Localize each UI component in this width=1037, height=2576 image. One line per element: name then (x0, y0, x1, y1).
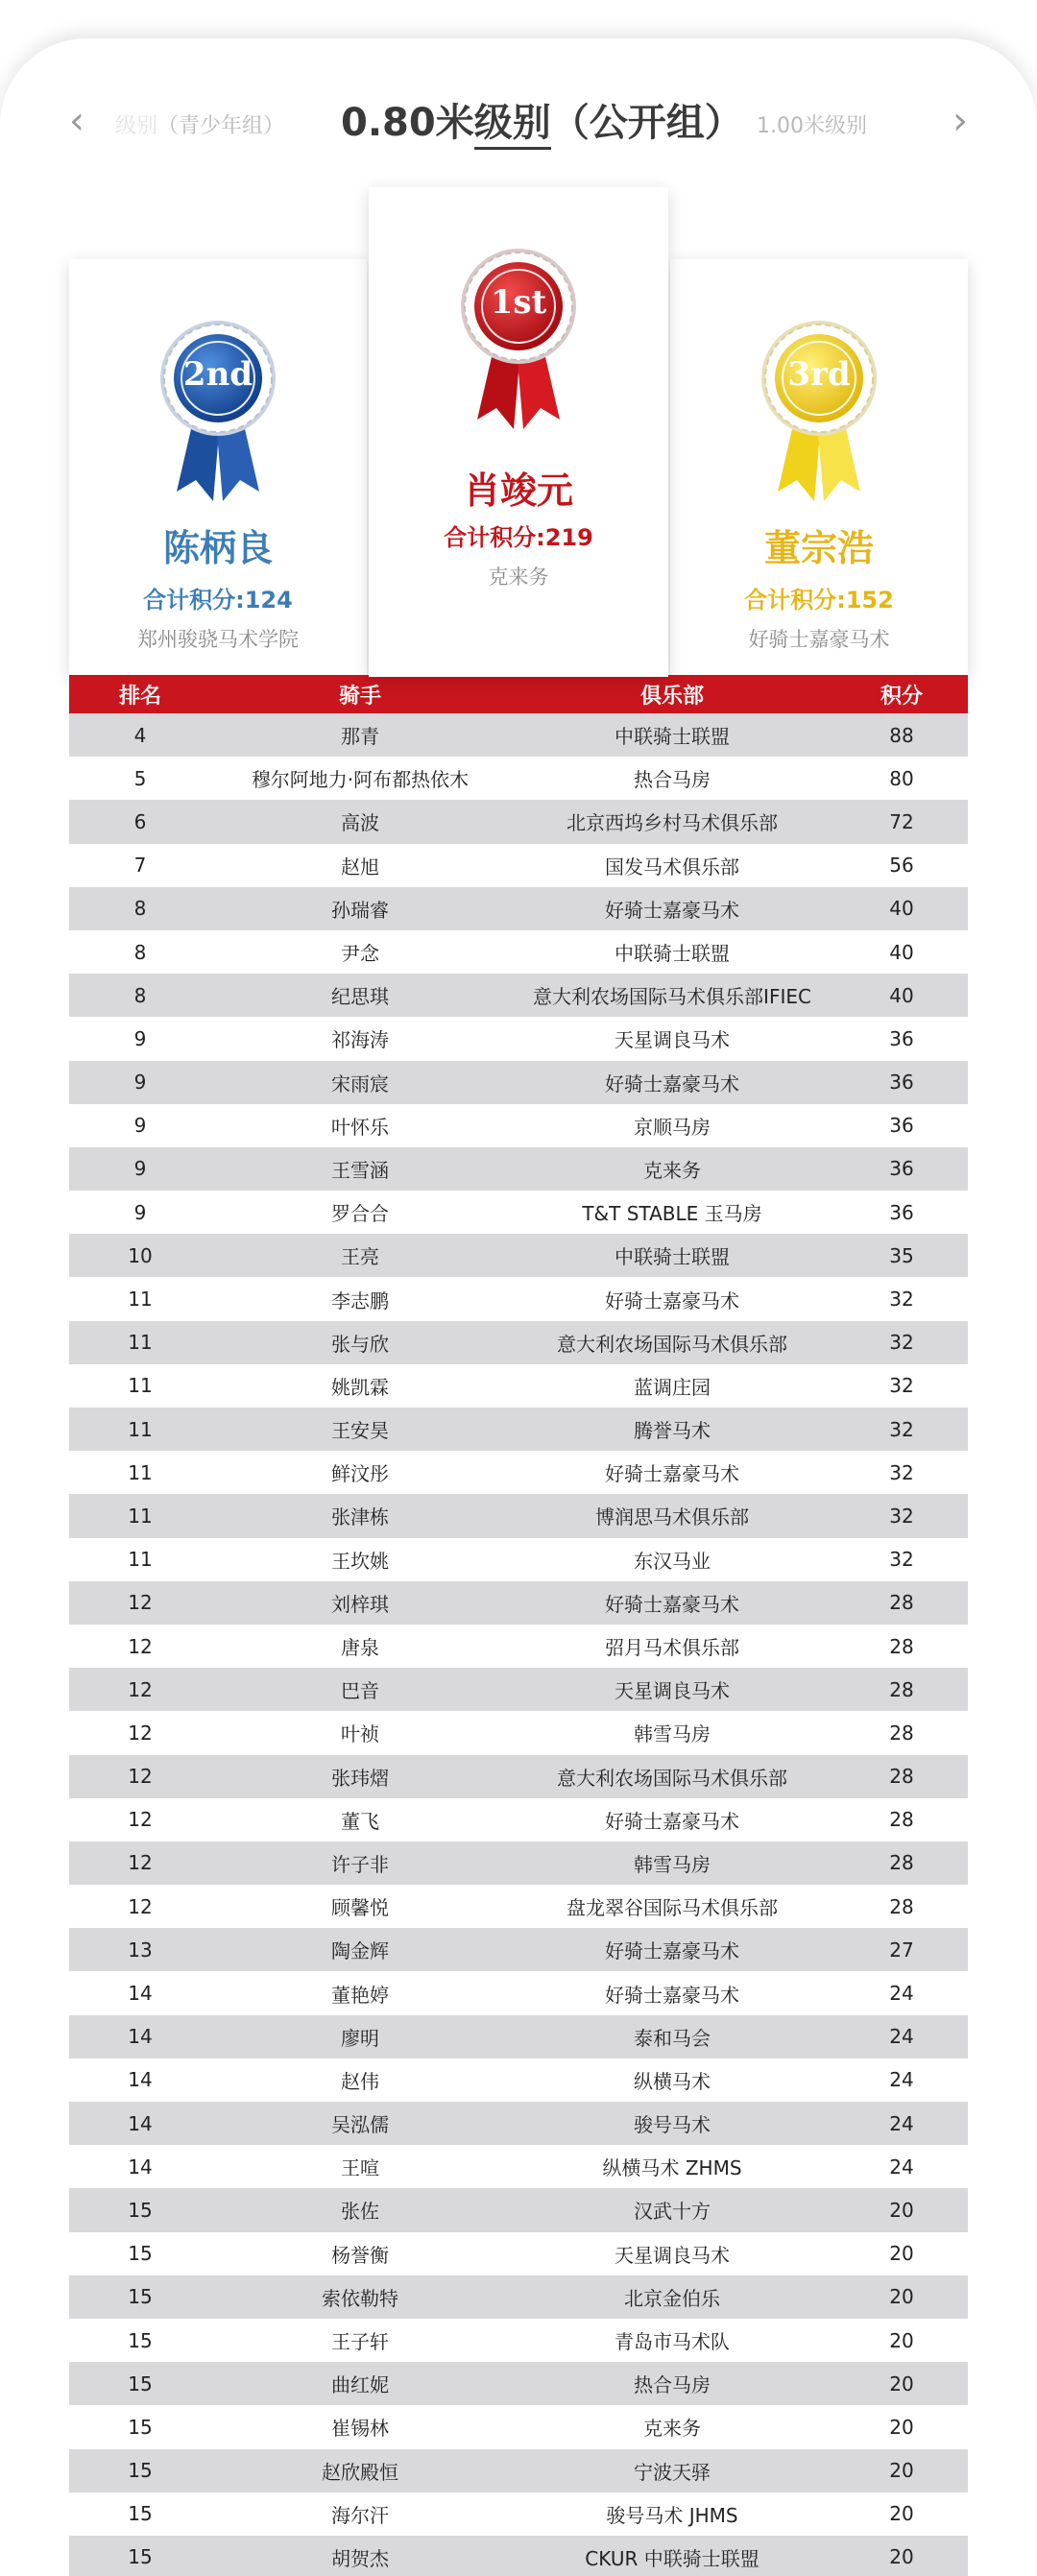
score-cell: 27 (889, 1938, 914, 1962)
table-row (69, 713, 968, 757)
club-cell: 好骑士嘉豪马术 (605, 1592, 739, 1616)
club-cell: 热合马房 (634, 768, 711, 792)
rider-cell: 祁海涛 (331, 1028, 389, 1052)
table-row (69, 2232, 968, 2275)
score-cell: 20 (889, 2459, 914, 2483)
third-place-badge: 3rd (787, 355, 851, 394)
club-cell: 宁波天驿 (634, 2460, 711, 2484)
table-row (69, 1798, 968, 1842)
table-row (69, 2405, 968, 2448)
rider-cell: 巴音 (341, 1679, 379, 1703)
table-row (69, 2492, 968, 2536)
club-cell: 东汉马业 (634, 1549, 711, 1573)
rider-cell: 姚凯霖 (331, 1375, 389, 1399)
club-cell: 中联骑士联盟 (615, 1245, 730, 1269)
table-row (69, 800, 968, 843)
chevron-right-icon[interactable]: › (953, 99, 968, 143)
table-row (69, 1842, 968, 1885)
rank-cell: 8 (133, 983, 147, 1007)
table-row (69, 2015, 968, 2058)
rank-cell: 15 (128, 2415, 153, 2439)
header-club: 俱乐部 (639, 684, 704, 709)
rider-cell: 胡贺杰 (331, 2546, 389, 2570)
score-cell: 36 (889, 1200, 914, 1224)
table-row (69, 1191, 968, 1234)
club-cell: 泰和马会 (634, 2026, 711, 2050)
score-cell: 40 (889, 940, 914, 964)
rider-cell: 高波 (341, 811, 379, 835)
rider-cell: 廖明 (341, 2026, 379, 2050)
score-cell: 36 (889, 1026, 914, 1050)
rider-cell: 叶怀乐 (331, 1115, 389, 1139)
third-place-name: 董宗浩 (763, 527, 874, 569)
rank-cell: 8 (133, 897, 147, 921)
rank-cell: 14 (128, 2025, 153, 2049)
header-score: 积分 (880, 684, 923, 709)
rider-cell: 曲红妮 (331, 2373, 389, 2397)
table-row (69, 1321, 968, 1364)
club-cell: 纵横马术 (634, 2069, 711, 2093)
title-suffix: （公开组） (550, 101, 743, 145)
rider-cell: 王坎姚 (331, 1549, 389, 1573)
club-cell: 克来务 (643, 2417, 701, 2441)
header-rank: 排名 (118, 684, 161, 709)
table-row (69, 2058, 968, 2102)
club-cell: T&T STABLE 玉马房 (582, 1202, 762, 1226)
club-cell: CKUR 中联骑士联盟 (585, 2546, 760, 2570)
table-row (69, 1147, 968, 1191)
score-cell: 40 (889, 897, 914, 921)
prev-category-faded-text: 级别 (115, 114, 158, 138)
first-place-name: 肖竣元 (463, 469, 573, 512)
table-row (69, 2449, 968, 2492)
table-row (69, 1277, 968, 1320)
rider-cell: 陶金辉 (331, 1939, 389, 1963)
table-row (69, 887, 968, 930)
ranking-table (69, 675, 968, 2576)
rank-cell: 12 (128, 1894, 153, 1918)
score-cell: 72 (889, 809, 914, 833)
club-cell: 腾誉马术 (634, 1419, 711, 1443)
table-row (69, 844, 968, 887)
table-body (69, 713, 968, 2576)
podium-third-card (670, 259, 968, 677)
score-cell: 24 (889, 2155, 914, 2179)
club-cell: 好骑士嘉豪马术 (605, 1462, 739, 1486)
rider-cell: 王喧 (341, 2156, 379, 2180)
rider-cell: 王雪涵 (331, 1158, 389, 1182)
club-cell: 汉武十方 (634, 2200, 711, 2224)
score-cell: 28 (889, 1634, 914, 1658)
table-row (69, 1668, 968, 1711)
podium-second-card (69, 259, 367, 677)
club-cell: 天星调良马术 (615, 2243, 730, 2267)
rank-cell: 11 (128, 1460, 153, 1484)
first-place-badge: 1st (490, 283, 547, 322)
club-cell: 意大利农场国际马术俱乐部 (557, 1766, 787, 1790)
club-cell: 天星调良马术 (615, 1679, 730, 1703)
rider-cell: 赵旭 (341, 855, 379, 879)
club-cell: 京顺马房 (634, 1115, 711, 1139)
rider-cell: 鲜汶彤 (331, 1462, 389, 1486)
chevron-left-icon[interactable]: ‹ (69, 99, 84, 143)
rank-cell: 14 (128, 1982, 153, 2006)
rider-cell: 索依勒特 (322, 2286, 398, 2310)
score-cell: 20 (889, 2198, 914, 2222)
table-row (69, 1234, 968, 1277)
rank-cell: 8 (133, 940, 147, 964)
rank-cell: 9 (133, 1200, 147, 1224)
third-place-ribbon-icon (757, 319, 881, 511)
second-place-score: 合计积分:124 (143, 587, 293, 614)
table-row (69, 1408, 968, 1451)
score-cell: 24 (889, 2111, 914, 2135)
rank-cell: 15 (128, 2328, 153, 2352)
rank-cell: 4 (133, 723, 147, 747)
club-cell: 好骑士嘉豪马术 (605, 1809, 739, 1833)
score-cell: 36 (889, 1071, 914, 1095)
score-cell: 20 (889, 2502, 914, 2526)
rider-cell: 许子非 (331, 1852, 389, 1876)
score-cell: 28 (889, 1765, 914, 1789)
prev-category-tab[interactable] (115, 109, 284, 139)
score-cell: 24 (889, 2025, 914, 2049)
prev-category-label: （青少年组） (157, 114, 285, 138)
podium (0, 187, 1037, 677)
rider-cell: 叶祯 (341, 1722, 379, 1746)
club-cell: 国发马术俱乐部 (605, 855, 739, 879)
score-cell: 88 (889, 723, 914, 747)
first-place-ribbon-icon (456, 247, 581, 439)
second-place-ribbon-icon (156, 319, 280, 511)
rider-cell: 张玮熠 (331, 1766, 389, 1790)
header-rider: 骑手 (338, 684, 381, 709)
rider-cell: 顾馨悦 (331, 1896, 389, 1920)
current-category-title (341, 92, 743, 147)
score-cell: 20 (889, 2371, 914, 2395)
rank-cell: 11 (128, 1504, 153, 1528)
table-row (69, 1451, 968, 1494)
rider-cell: 罗合合 (331, 1202, 389, 1226)
rank-cell: 5 (133, 766, 147, 790)
table-row (69, 1711, 968, 1754)
rank-cell: 12 (128, 1851, 153, 1875)
score-cell: 56 (889, 854, 914, 878)
table-row (69, 1061, 968, 1104)
rank-cell: 15 (128, 2198, 153, 2222)
rider-cell: 赵欣殿恒 (322, 2460, 398, 2484)
rider-cell: 张与欣 (331, 1332, 389, 1356)
table-row (69, 2536, 968, 2576)
score-cell: 20 (889, 2415, 914, 2439)
rank-cell: 11 (128, 1288, 153, 1312)
rank-cell: 12 (128, 1591, 153, 1615)
rank-cell: 15 (128, 2459, 153, 2483)
score-cell: 80 (889, 766, 914, 790)
rank-cell: 12 (128, 1808, 153, 1832)
title-main: 0.80米 (341, 101, 474, 145)
table-row (69, 2188, 968, 2231)
club-cell: 弨月马术俱乐部 (605, 1636, 739, 1660)
table-row (69, 1364, 968, 1408)
table-row (69, 2275, 968, 2319)
rider-cell: 赵伟 (341, 2069, 379, 2093)
club-cell: 骏号马术 JHMS (606, 2503, 738, 2527)
rider-cell: 刘梓琪 (331, 1592, 389, 1616)
table-row (69, 2102, 968, 2145)
score-cell: 20 (889, 2328, 914, 2352)
score-cell: 36 (889, 1157, 914, 1181)
score-cell: 35 (889, 1243, 914, 1267)
score-cell: 32 (889, 1288, 914, 1312)
club-cell: 好骑士嘉豪马术 (605, 1288, 739, 1312)
club-cell: 好骑士嘉豪马术 (605, 1939, 739, 1963)
score-cell: 28 (889, 1808, 914, 1832)
rider-cell: 李志鹏 (331, 1288, 389, 1312)
score-cell: 20 (889, 2545, 914, 2569)
score-cell: 32 (889, 1548, 914, 1572)
rider-cell: 董飞 (341, 1809, 379, 1833)
title-underlined: 级别 (474, 101, 551, 150)
rank-cell: 9 (133, 1026, 147, 1050)
rider-cell: 王亮 (341, 1245, 379, 1269)
second-place-club: 郑州骏骁马术学院 (137, 628, 299, 651)
table-row (69, 1104, 968, 1147)
club-cell: 意大利农场国际马术俱乐部IFIEC (533, 985, 811, 1009)
table-header (69, 675, 968, 713)
club-cell: 热合马房 (634, 2373, 711, 2397)
podium-first-card (369, 187, 668, 677)
rider-cell: 唐泉 (341, 1636, 379, 1660)
score-cell: 28 (889, 1591, 914, 1615)
rider-cell: 海尔汗 (331, 2503, 389, 2527)
club-cell: 克来务 (643, 1158, 701, 1182)
rank-cell: 15 (128, 2545, 153, 2569)
table-row (69, 974, 968, 1017)
table-row (69, 1538, 968, 1581)
rider-cell: 王安昊 (331, 1419, 389, 1443)
rider-cell: 尹念 (341, 942, 379, 966)
table-row (69, 1885, 968, 1928)
rider-cell: 杨誉衡 (331, 2243, 389, 2267)
rank-cell: 11 (128, 1417, 153, 1441)
rider-cell: 王子轩 (331, 2330, 389, 2354)
rank-cell: 9 (133, 1071, 147, 1095)
score-cell: 28 (889, 1721, 914, 1745)
table-row (69, 1971, 968, 2014)
rank-cell: 12 (128, 1634, 153, 1658)
rider-cell: 张津栋 (331, 1505, 389, 1529)
second-place-badge: 2nd (182, 355, 253, 394)
rider-cell: 张佐 (341, 2200, 379, 2224)
club-cell: 韩雪马房 (634, 1722, 711, 1746)
table-row (69, 1581, 968, 1625)
club-cell: 中联骑士联盟 (615, 725, 730, 749)
table-row (69, 757, 968, 800)
club-cell: 北京金伯乐 (624, 2286, 720, 2310)
score-cell: 28 (889, 1894, 914, 1918)
table-row (69, 1928, 968, 1971)
table-row (69, 2362, 968, 2405)
rank-cell: 12 (128, 1677, 153, 1701)
third-place-score: 合计积分:152 (744, 587, 894, 614)
club-cell: 蓝调庄园 (634, 1375, 711, 1399)
rider-cell: 孙瑞睿 (331, 898, 389, 922)
club-cell: 好骑士嘉豪马术 (605, 898, 739, 922)
rider-cell: 崔锡林 (331, 2417, 389, 2441)
score-cell: 24 (889, 2068, 914, 2092)
score-cell: 20 (889, 2242, 914, 2266)
score-cell: 28 (889, 1677, 914, 1701)
score-cell: 32 (889, 1417, 914, 1441)
rank-cell: 11 (128, 1374, 153, 1398)
score-cell: 28 (889, 1851, 914, 1875)
rank-cell: 12 (128, 1765, 153, 1789)
rank-cell: 11 (128, 1548, 153, 1572)
score-cell: 32 (889, 1460, 914, 1484)
club-cell: 好骑士嘉豪马术 (605, 1071, 739, 1095)
score-cell: 24 (889, 1982, 914, 2006)
rank-cell: 6 (133, 809, 147, 833)
table-row (69, 1755, 968, 1798)
score-cell: 36 (889, 1114, 914, 1138)
rank-cell: 15 (128, 2242, 153, 2266)
rank-cell: 14 (128, 2155, 153, 2179)
rank-cell: 9 (133, 1114, 147, 1138)
club-cell: 意大利农场国际马术俱乐部 (557, 1332, 787, 1356)
rank-cell: 11 (128, 1331, 153, 1355)
rider-cell: 纪思琪 (331, 985, 389, 1009)
club-cell: 韩雪马房 (634, 1852, 711, 1876)
score-cell: 20 (889, 2285, 914, 2309)
table-row (69, 1494, 968, 1537)
rank-cell: 14 (128, 2111, 153, 2135)
rank-cell: 10 (128, 1243, 153, 1267)
score-cell: 40 (889, 983, 914, 1007)
first-place-club: 克来务 (488, 566, 549, 589)
club-cell: 青岛市马术队 (615, 2330, 730, 2354)
rider-cell: 吴泓儒 (331, 2113, 389, 2137)
rank-cell: 15 (128, 2371, 153, 2395)
rank-cell: 12 (128, 1721, 153, 1745)
table-row (69, 930, 968, 974)
club-cell: 好骑士嘉豪马术 (605, 1983, 739, 2007)
rider-cell: 董艳婷 (331, 1983, 389, 2007)
club-cell: 博润思马术俱乐部 (595, 1505, 749, 1529)
second-place-name: 陈柄良 (162, 527, 273, 569)
score-cell: 32 (889, 1331, 914, 1355)
club-cell: 中联骑士联盟 (615, 942, 730, 966)
third-place-club: 好骑士嘉豪马术 (748, 628, 890, 651)
table-row (69, 1017, 968, 1060)
table-row (69, 2145, 968, 2188)
rank-cell: 7 (133, 854, 147, 878)
club-cell: 盘龙翠谷国际马术俱乐部 (567, 1896, 778, 1920)
next-category-tab[interactable]: 1.00米级别 (757, 114, 867, 138)
rank-cell: 13 (128, 1938, 153, 1962)
rider-cell: 那青 (341, 725, 379, 749)
category-header (0, 86, 1037, 154)
table-row (69, 1625, 968, 1668)
club-cell: 北京西坞乡村马术俱乐部 (567, 811, 778, 835)
club-cell: 纵横马术 ZHMS (602, 2156, 742, 2180)
rank-cell: 15 (128, 2285, 153, 2309)
club-cell: 天星调良马术 (615, 1028, 730, 1052)
rider-cell: 宋雨宸 (331, 1071, 389, 1095)
rank-cell: 14 (128, 2068, 153, 2092)
first-place-score: 合计积分:219 (444, 524, 593, 551)
rider-cell: 穆尔阿地力·阿布都热依木 (251, 768, 470, 792)
table-row (69, 2319, 968, 2362)
club-cell: 骏号马术 (634, 2113, 711, 2137)
rank-cell: 15 (128, 2502, 153, 2526)
rank-cell: 9 (133, 1157, 147, 1181)
score-cell: 32 (889, 1374, 914, 1398)
score-cell: 32 (889, 1504, 914, 1528)
